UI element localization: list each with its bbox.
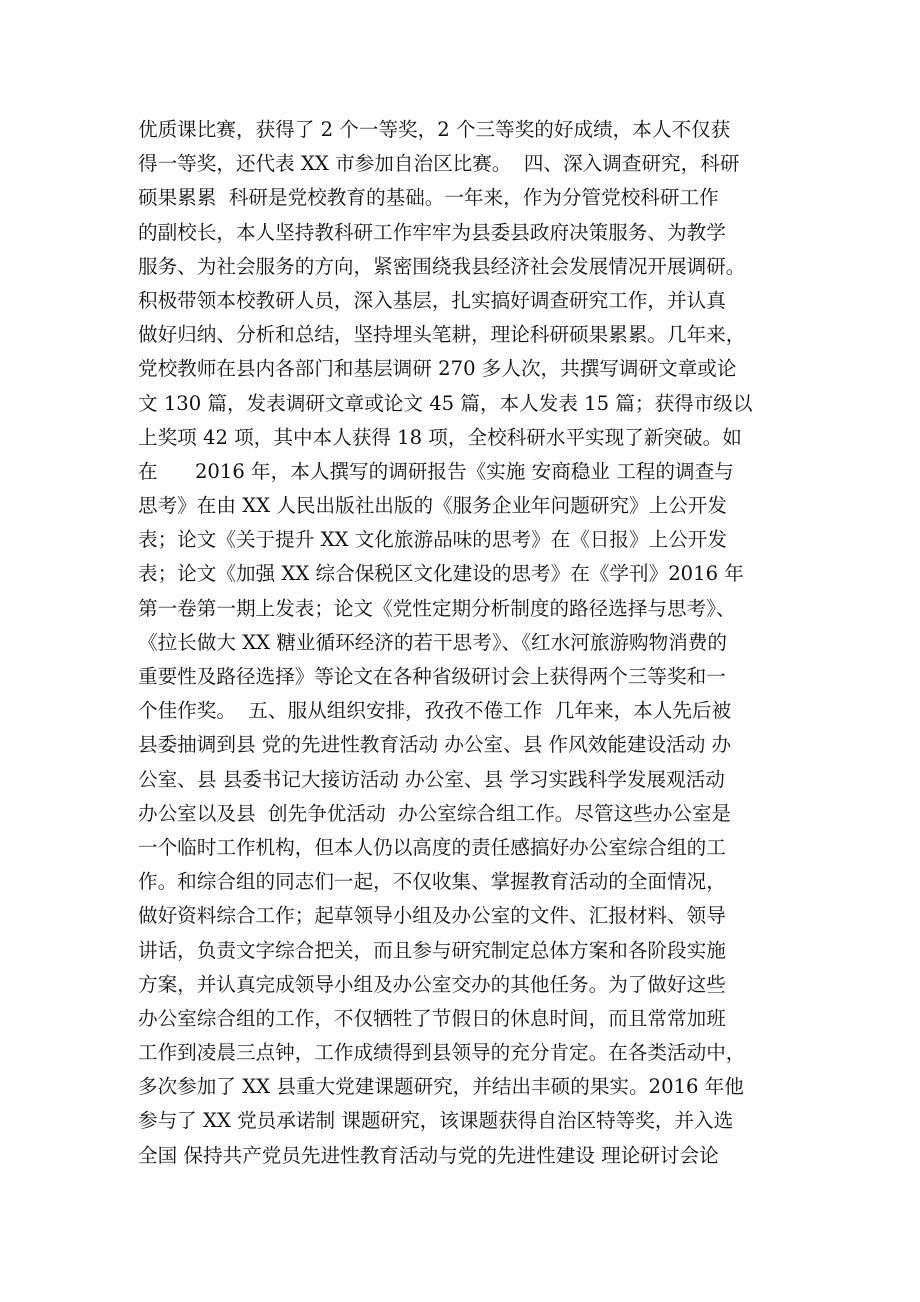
- text-line: 表；论文《加强 XX 综合保税区文化建设的思考》在《学刊》2016 年: [138, 562, 744, 586]
- text-line: 服务、为社会服务的方向，紧密围绕我县经济社会发展情况开展调研。: [138, 254, 746, 278]
- text-line: 参与了 XX 党员承诺制 课题研究，该课题获得自治区特等奖，并入选: [138, 1109, 734, 1133]
- text-line: 重要性及路径选择》等论文在各种省级研讨会上获得两个三等奖和一: [138, 665, 726, 688]
- text-line: 公室、县 县委书记大接访活动 办公室、县 学习实践科学发展观活动: [138, 767, 725, 791]
- text-line: 办公室综合组的工作，不仅牺牲了节假日的休息时间，而且常常加班: [138, 1006, 726, 1030]
- text-line: 讲话，负责文字综合把关，而且参与研究制定总体方案和各阶段实施: [138, 938, 726, 962]
- text-line: 做好资料综合工作；起草领导小组及办公室的文件、汇报材料、领导: [138, 904, 726, 928]
- text-line: 第一卷第一期上发表；论文《党性定期分析制度的路径选择与思考》、: [138, 596, 736, 620]
- text-line: 得一等奖，还代表 XX 市参加自治区比赛。 四、深入调查研究，科研: [138, 152, 740, 176]
- text-line: 积极带领本校教研人员，深入基层，扎实搞好调查研究工作，并认真: [138, 288, 726, 312]
- text-line: 县委抽调到县 党的先进性教育活动 办公室、县 作风效能建设活动 办: [138, 733, 732, 757]
- text-line: 作。和综合组的同志们一起，不仅收集、掌握教育活动的全面情况，: [138, 870, 726, 894]
- text-line: 办公室以及县 创先争优活动 办公室综合组工作。尽管这些办公室是: [138, 801, 732, 825]
- text-line: 思考》在由 XX 人民出版社出版的《服务企业年问题研究》上公开发: [138, 494, 727, 518]
- text-line: 多次参加了 XX 县重大党建课题研究，并结出丰硕的果实。2016 年他: [138, 1075, 744, 1099]
- text-line: 上奖项 42 项，其中本人获得 18 项，全校科研水平实现了新突破。如: [138, 425, 742, 449]
- text-line: 党校教师在县内各部门和基层调研 270 多人次，共撰写调研文章或论: [138, 357, 737, 381]
- text-line: 个佳作奖。 五、服从组织安排，孜孜不倦工作 几年来，本人先后被: [138, 699, 732, 723]
- text-line: 文 130 篇，发表调研文章或论文 45 篇，本人发表 15 篇；获得市级以: [138, 391, 753, 415]
- text-line: 《拉长做大 XX 糖业循环经济的若干思考》、《红水河旅游购物消费的: [138, 630, 727, 654]
- text-line: 一个临时工作机构，但本人仍以高度的责任感搞好办公室综合组的工: [138, 835, 726, 859]
- text-line: 在 2016 年，本人撰写的调研报告《实施 安商稳业 工程的调查与: [138, 459, 734, 483]
- text-line: 表；论文《关于提升 XX 文化旅游品味的思考》在《日报》上公开发: [138, 528, 727, 552]
- text-line: 硕果累累 科研是党校教育的基础。一年来，作为分管党校科研工作: [138, 186, 719, 210]
- text-line: 方案，并认真完成领导小组及办公室交办的其他任务。为了做好这些: [138, 972, 726, 996]
- text-line: 全国 保持共产党员先进性教育活动与党的先进性建设 理论研讨会论: [138, 1143, 719, 1167]
- body-text: [138, 113, 798, 1173]
- text-line: 做好归纳、分析和总结，坚持埋头笔耕，理论科研硕果累累。几年来，: [138, 323, 746, 347]
- text-line: 工作到凌晨三点钟，工作成绩得到县领导的充分肯定。在各类活动中，: [138, 1041, 746, 1065]
- text-line: 优质课比赛，获得了 2 个一等奖，2 个三等奖的好成绩，本人不仅获: [138, 118, 731, 141]
- text-line: 的副校长，本人坚持教科研工作牢牢为县委县政府决策服务、为教学: [138, 220, 726, 244]
